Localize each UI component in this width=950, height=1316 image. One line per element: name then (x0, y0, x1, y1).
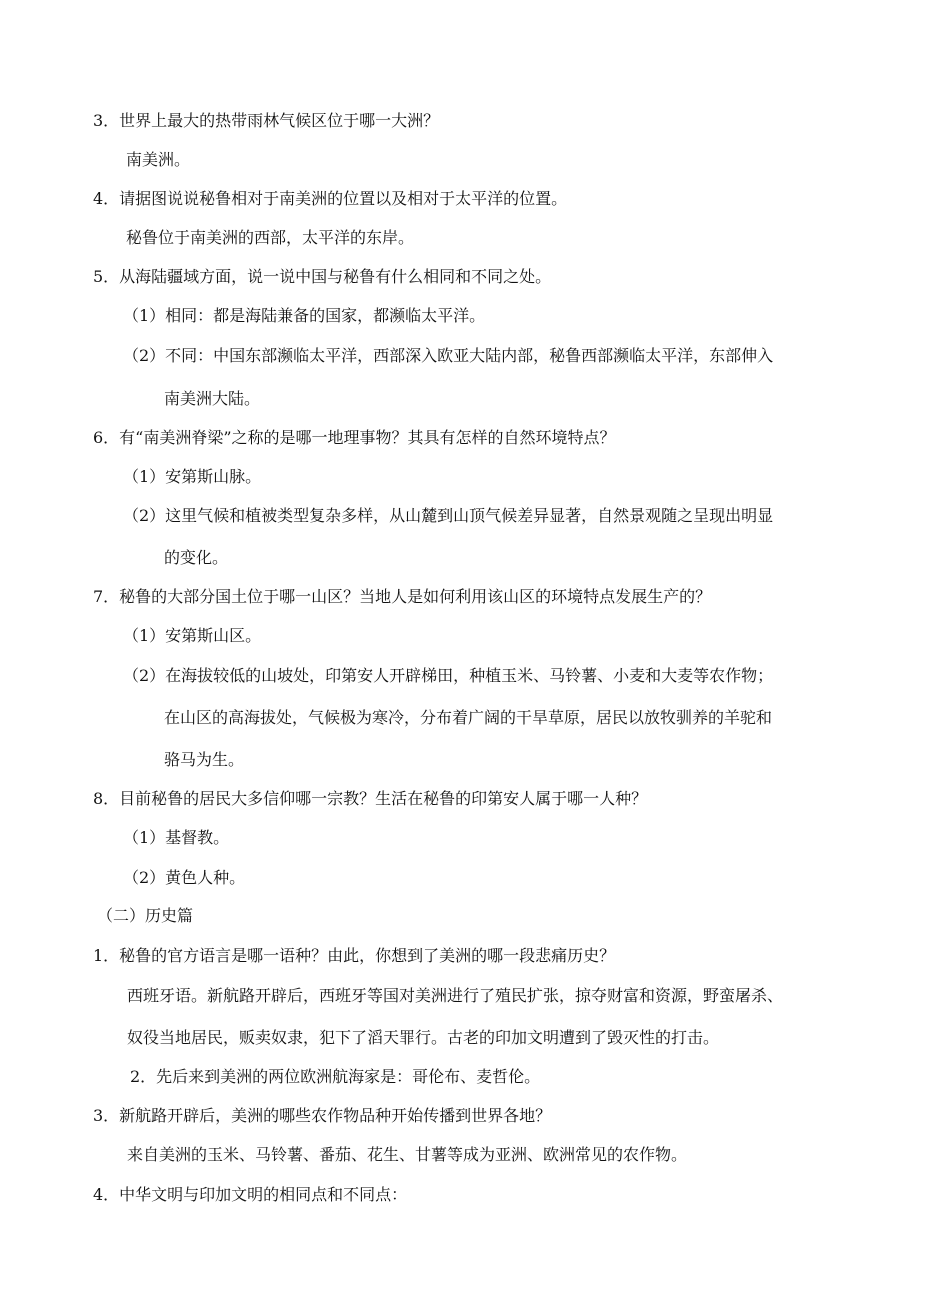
answer-8-2: （2）黄色人种。 (123, 868, 246, 887)
answer-7-2-cont2: 骆马为生。 (164, 750, 245, 769)
history-question-3: 3．新航路开辟后，美洲的哪些农作物品种开始传播到世界各地？ (93, 1106, 552, 1125)
question-8: 8．目前秘鲁的居民大多信仰哪一宗教？生活在秘鲁的印第安人属于哪一人种？ (93, 789, 648, 808)
history-answer-1-cont: 奴役当地居民，贩卖奴隶，犯下了滔天罪行。古老的印加文明遭到了毁灭性的打击。 (127, 1028, 720, 1047)
history-answer-1: 西班牙语。新航路开辟后，西班牙等国对美洲进行了殖民扩张，掠夺财富和资源，野蛮屠杀、 (127, 986, 784, 1005)
answer-8-1: （1）基督教。 (123, 828, 230, 847)
history-question-4: 4．中华文明与印加文明的相同点和不同点： (93, 1185, 408, 1204)
answer-5-2: （2）不同：中国东部濒临太平洋，西部深入欧亚大陆内部，秘鲁西部濒临太平洋，东部伸入 (123, 346, 774, 365)
answer-6-2-cont: 的变化。 (164, 548, 229, 567)
history-item-2: 2．先后来到美洲的两位欧洲航海家是：哥伦布、麦哲伦。 (130, 1067, 541, 1086)
answer-6-1: （1）安第斯山脉。 (123, 467, 262, 486)
answer-7-2: （2）在海拔较低的山坡处，印第安人开辟梯田，种植玉米、马铃薯、小麦和大麦等农作物； (123, 666, 774, 685)
question-7: 7．秘鲁的大部分国土位于哪一山区？当地人是如何利用该山区的环境特点发展生产的？ (93, 587, 712, 606)
answer-4: 秘鲁位于南美洲的西部，太平洋的东岸。 (126, 228, 415, 247)
answer-3: 南美洲。 (126, 150, 191, 169)
answer-7-2-cont: 在山区的高海拔处，气候极为寒冷，分布着广阔的干旱草原，居民以放牧驯养的羊驼和 (164, 708, 773, 727)
history-answer-3: 来自美洲的玉米、马铃薯、番茄、花生、甘薯等成为亚洲、欧洲常见的农作物。 (127, 1145, 688, 1164)
answer-6-2: （2）这里气候和植被类型复杂多样，从山麓到山顶气候差异显著，自然景观随之呈现出明显 (123, 506, 774, 525)
answer-5-2-cont: 南美洲大陆。 (164, 389, 261, 408)
answer-5-1: （1）相同：都是海陆兼备的国家，都濒临太平洋。 (123, 306, 486, 325)
section-heading-history: （二）历史篇 (97, 906, 194, 925)
history-question-1: 1．秘鲁的官方语言是哪一语种？由此，你想到了美洲的哪一段悲痛历史？ (93, 946, 616, 965)
question-5: 5．从海陆疆域方面，说一说中国与秘鲁有什么相同和不同之处。 (93, 267, 552, 286)
question-3: 3．世界上最大的热带雨林气候区位于哪一大洲？ (93, 111, 440, 130)
question-6: 6．有“南美洲脊梁”之称的是哪一地理事物？其具有怎样的自然环境特点？ (93, 428, 616, 447)
answer-7-1: （1）安第斯山区。 (123, 626, 262, 645)
question-4: 4．请据图说说秘鲁相对于南美洲的位置以及相对于太平洋的位置。 (93, 189, 568, 208)
